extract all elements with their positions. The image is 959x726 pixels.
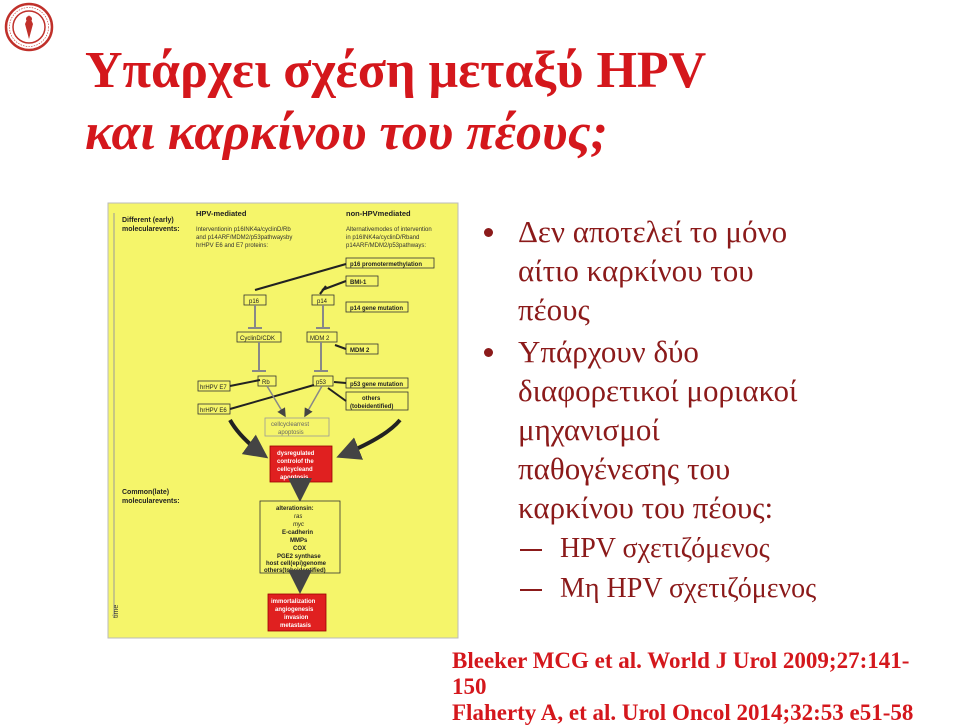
bullet-2-line-3: μηχανισμοί (518, 412, 660, 447)
common-label-2: molecularevents: (122, 498, 180, 505)
immort-3: invasion (284, 615, 309, 621)
cyclind-cdk-node: CyclinD/CDK (240, 336, 276, 342)
p16-node: p16 (249, 299, 260, 305)
hpv-desc-3: hrHPV E6 and E7 proteins: (196, 243, 269, 249)
alt-9: others(tobeidentified) (264, 568, 326, 574)
subbullet-item (480, 530, 950, 568)
immort-2: angiogenesis (275, 607, 314, 613)
immort-1: immortalization (271, 599, 316, 605)
bullet-2-line-5: καρκίνου του πέους: (518, 490, 774, 525)
hpv-desc-2: and p14ARF/MDM2/p53pathwaysby (196, 235, 293, 241)
alt-6: COX (293, 546, 307, 552)
bullet-2-line-1: Υπάρχουν δύο (518, 334, 699, 369)
alt-7: PGE2 synthase (277, 554, 321, 560)
slide-title (85, 40, 945, 164)
bullet-2-line-4: παθογένεσης του (518, 451, 731, 486)
p53-mutation-box: p53 gene mutation (350, 382, 404, 388)
dysreg-1: dysregulated (277, 451, 315, 457)
early-label-2: molecularevents: (122, 226, 180, 233)
early-label-1: Different (early) (122, 217, 174, 224)
subbullet-non-hpv: Μη HPV σχετιζόμενος (560, 573, 817, 604)
p16-promoter-box: p16 promotermethylation (350, 262, 423, 268)
dysreg-3: cellcycleand (277, 467, 313, 473)
bullet-dot-icon (484, 348, 493, 357)
hpv-desc-1: Interventionin p16INK4a/cyclinD/Rb (196, 227, 291, 233)
references (452, 648, 959, 726)
reference-1b: 150 (452, 674, 487, 699)
dash-icon (520, 589, 542, 591)
hpv-header: HPV-mediated (196, 209, 247, 218)
subbullet-hpv: HPV σχετιζόμενος (560, 533, 770, 564)
bullet-2-line-2: διαφορετικοί μοριακοί (518, 373, 798, 408)
reference-1a: Bleeker MCG et al. World J Urol 2009;27:141- (452, 648, 910, 673)
bmi1-box: BMI-1 (350, 280, 367, 286)
dysreg-4: apoptosis (280, 475, 309, 481)
arrest-box-2: apoptosis (278, 430, 304, 436)
subbullet-item (480, 570, 950, 608)
p14-node: p14 (317, 299, 328, 305)
nonhpv-desc-1: Alternativemodes of intervention (346, 227, 432, 233)
immort-4: metastasis (280, 623, 312, 629)
mdm2-node: MDM 2 (310, 336, 330, 342)
nonhpv-header: non-HPVmediated (346, 209, 411, 218)
bullet-1-line-3: πέους (518, 292, 590, 327)
rb-node: Rb (262, 380, 270, 386)
common-label-1: Common(late) (122, 489, 170, 496)
bullet-list (480, 212, 950, 608)
university-seal-logo (4, 2, 54, 52)
mdm2-right-box: MDM 2 (350, 348, 370, 354)
p53-node: p53 (316, 380, 327, 386)
title-line-1: Υπάρχει σχέση μεταξύ HPV (85, 42, 707, 99)
bullet-1-line-1: Δεν αποτελεί το μόνο (518, 214, 788, 249)
others-box-2: (tobeidentified) (350, 404, 394, 410)
dysreg-2: controlof the (277, 459, 314, 465)
arrest-box-1: cellcyclearrest (271, 422, 310, 428)
alt-2: ras (294, 514, 303, 520)
bullet-item (480, 332, 950, 527)
p14-mutation-box: p14 gene mutation (350, 306, 404, 312)
bullet-1-line-2: αίτιο καρκίνου του (518, 253, 754, 288)
hrhpv-e6-box: hrHPV E6 (200, 408, 227, 414)
hrhpv-e7-box: hrHPV E7 (200, 385, 227, 391)
nonhpv-desc-3: p14ARF/MDM2/p53pathways: (346, 243, 427, 249)
alt-1: alterationsin: (276, 506, 314, 512)
alt-5: MMPs (290, 538, 308, 544)
time-label: time (113, 604, 120, 618)
pathogenesis-diagram (100, 198, 465, 643)
others-box-1: others (362, 396, 381, 402)
alt-8: host cell(epi)genome (266, 561, 327, 567)
title-line-2: και καρκίνου του πέους; (85, 104, 608, 161)
nonhpv-desc-2: in p16INK4a/cyclinD/Rband (346, 235, 420, 241)
bullet-item (480, 212, 950, 329)
alt-4: E-cadherin (282, 530, 314, 536)
bullet-dot-icon (484, 228, 493, 237)
dash-icon (520, 549, 542, 551)
reference-2: Flaherty A, et al. Urol Oncol 2014;32:53 e51-58 (452, 700, 914, 725)
alt-3: myc (293, 522, 304, 528)
